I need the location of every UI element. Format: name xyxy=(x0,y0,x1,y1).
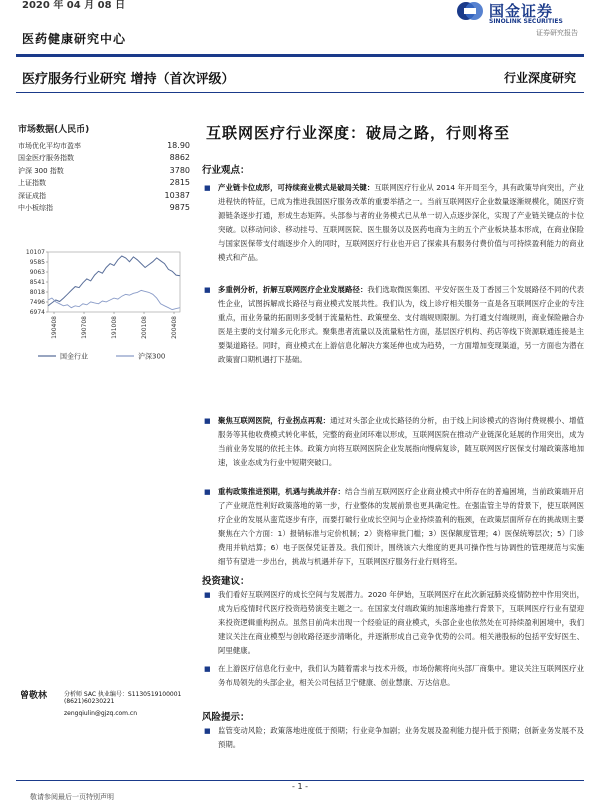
logo-subtitle: 证券研究报告 xyxy=(536,29,578,37)
invest-heading: 投资建议： xyxy=(202,576,250,587)
market-row xyxy=(18,190,190,202)
view-paragraph-1 xyxy=(218,181,584,265)
market-value: 9875 xyxy=(169,203,190,213)
market-label: 国金医疗服务指数 xyxy=(18,154,74,163)
market-row xyxy=(18,140,190,152)
risk-heading: 风险提示： xyxy=(202,712,250,723)
view-paragraph-3 xyxy=(218,414,584,470)
market-value: 8862 xyxy=(169,153,190,163)
invest-paragraph-2: 在上游医疗信息化行业中，我们认为随着需求与技术升级，市场份额将向头部厂商集中。建议关注互联网医疗业务布局领先的头部企业，相关公司包括卫宁健康、创业慧康、万达信息。 xyxy=(218,664,584,687)
x-tick-label: 191008 xyxy=(111,316,118,339)
market-row xyxy=(18,165,190,177)
disclaimer-note: 敬请参阅最后一页特别声明 xyxy=(30,793,114,800)
x-tick-label: 190708 xyxy=(81,316,88,339)
y-tick-label: 9585 xyxy=(29,259,45,266)
market-value: 18.90 xyxy=(167,141,190,150)
paragraph-lead: 聚焦互联网医院，行业拐点再观： xyxy=(218,416,331,425)
report-title: 互联网医疗行业深度：破局之路，行则将至 xyxy=(206,124,511,142)
report-date: 2020 年 04 月 08 日 xyxy=(22,0,126,11)
department-name: 医药健康研究中心 xyxy=(22,32,127,46)
bullet-icon: ■ xyxy=(204,184,211,192)
paragraph-lead: 产业链卡位成形，可持续商业模式是破局关键： xyxy=(218,183,375,192)
paragraph-body: 通过对头部企业成长路径的分析，由于线上问诊模式的咨询付费规模小、增值服务等其他收费模式转化率低，完整的商业闭环难以形成，互联网医院在推动产业链深化延展的作用突出，成为当前业务发展的依托主体。政策方向将互联网医院企业发展指向慢病复诊，随互联网医疗医保支付端政策落地加速，该业态成为行业中短期突破口。 xyxy=(218,416,584,467)
y-tick-label: 9063 xyxy=(29,269,45,276)
view-paragraph-2 xyxy=(218,283,584,367)
analyst-phone: (8621)60230221 xyxy=(64,698,115,705)
bullet-icon: ■ xyxy=(204,488,211,496)
legend-label: 国金行业 xyxy=(60,352,88,361)
page-number: - 1 - xyxy=(292,782,308,791)
bullet-icon: ■ xyxy=(204,727,211,735)
y-tick-label: 8541 xyxy=(29,279,45,286)
analyst-license: 分析师 SAC 执业编号：S1130519100001 xyxy=(64,691,182,698)
logo-english: SINOLINK SECURITIES xyxy=(489,18,563,25)
market-label: 深证成指 xyxy=(18,191,46,200)
view-paragraph-4 xyxy=(218,485,584,569)
industry-title: 医疗服务行业研究 增持（首次评级） xyxy=(22,72,235,87)
x-tick-label: 190408 xyxy=(51,316,58,339)
bullet-icon: ■ xyxy=(204,417,211,425)
bullet-icon: ■ xyxy=(204,591,211,599)
logo-mark-icon xyxy=(455,0,485,22)
invest-paragraph-1: 我们看好互联网医疗的成长空间与发展潜力。2020 年伊始，互联网医疗在此次新冠肺炎疫情防控中作用突出，成为后疫情时代医疗投资趋势演变主题之一。在国家支付端政策的加速落地推行背景下，互联网医疗行业有望迎来投资逻辑重构拐点。虽然目前尚未出现一个经验证的商业模式，头部企业也依然处在可持续盈利困境中，我们建议关注在商业模型与创收路径逐步清晰化，并逐渐形成自己竞争优势的公司。相关港股标的包括平安好医生、阿里健康。 xyxy=(218,590,584,655)
analyst-name: 曾敬林 xyxy=(20,691,48,701)
y-tick-label: 8018 xyxy=(29,289,45,296)
bullet-icon: ■ xyxy=(204,665,211,673)
views-heading: 行业观点： xyxy=(202,165,250,176)
market-label: 市场优化平均市盈率 xyxy=(18,142,81,150)
paragraph-lead: 多重例分析，折解互联网医疗企业发展路径： xyxy=(218,285,368,294)
report-type: 行业深度研究 xyxy=(503,71,576,85)
y-tick-label: 10107 xyxy=(25,249,45,256)
market-row xyxy=(18,202,190,214)
paragraph-body: 我们选取微医集团、平安好医生及丁香园三个发展路径不同的代表性企业，试图拆解成长路径与商业模式发展共性。我们认为，线上诊疗相关服务一直是各互联网医疗企业的专注重点，而业务量的拓面则多受制于流量粘性、政策壁垒、支付端规则限制。为打通支付端规则，商业保险融合办医是主要的支付端多元化形式。聚集患者流量以及流量粘性方面，基层医疗机构、药店等线下资源联通连接是主要渠道路径。同时，商业模式在上游信息化解决方案延伸也成为趋势，一方面增加变现渠道，另一方面也为潜在政策窗口期机遇打下基础。 xyxy=(218,285,584,364)
y-tick-label: 6974 xyxy=(29,309,45,316)
index-chart xyxy=(18,244,190,386)
footer-rule xyxy=(16,780,584,781)
y-tick-label: 7496 xyxy=(29,299,45,306)
paragraph-body: 互联网医疗行业从 2014 年开局至今，具有政策导向突出，产业进程快的特征，已成为推进我国医疗服务改革的重要举措之一。当前互联网医疗企业数量逐渐规模化，随医疗资源链条逐步打通，形成生态矩阵。头部参与者的业务模式已从单一切入点逐步深化，实现了产业链关键点的卡位突破。以移动问诊、移动挂号、互联网医院、医生服务以及医药电商为主的五个产业板块基本形成，在商业保险与国家医保带支付端逐步介入的同时，互联网医疗行业也开启了探索具有服务付费价值与可持续盈利能力的商业模式和产品。 xyxy=(218,183,584,262)
x-tick-label: 200108 xyxy=(141,316,148,339)
paragraph-lead: 重构政策推进预期，机遇与挑战并存： xyxy=(218,487,345,496)
index-chart-svg xyxy=(18,244,190,386)
title-rule xyxy=(16,92,584,93)
market-label: 上证指数 xyxy=(18,179,46,188)
logo-chinese: 国金证券 xyxy=(489,2,554,20)
header-rule xyxy=(16,54,584,57)
market-data-heading: 市场数据(人民币) xyxy=(18,125,90,135)
bullet-icon: ■ xyxy=(204,286,211,294)
paragraph-body: 结合当前互联网医疗企业商业模式中所存在的普遍困境，当前政策端开启了产业规范性利好政策落地的第一步，行业整体的发展前景也更具确定性。在强监管主导的背景下，使互联网医疗企业的发展从蛮荒逐步有序，而要打破行业成长空间与企业持续盈利的瓶颈，在政策层面所存在的挑战则主要聚焦在六个方面：1）报销标准与定价机制；2）资格审批门槛；3）医保额度管理；4）医保统筹层次；5）门诊费用并轨结算；6）电子医保凭证普及。我们预计，围绕该六大维度的更具可操作性与协调性的管理规范与实施细节有望进一步出台，挑战与机遇并存下，互联网医疗服务行业行则将至。 xyxy=(218,487,584,566)
x-tick-label: 200408 xyxy=(171,316,178,339)
analyst-email[interactable]: zengqiulin@gjzq.com.cn xyxy=(64,710,138,717)
market-value: 3780 xyxy=(169,165,190,175)
legend-label: 沪深300 xyxy=(138,352,166,361)
market-label: 沪深 300 指数 xyxy=(18,166,64,175)
risk-paragraph: 监管变动风险；政策落地进度低于预期；行业竞争加剧；业务发展及盈利能力提升低于预期；创新业务发展不及预期。 xyxy=(218,726,584,749)
market-row xyxy=(18,152,190,164)
market-row xyxy=(18,177,190,189)
market-value: 10387 xyxy=(164,190,190,200)
market-data-panel xyxy=(18,122,190,214)
market-label: 中小板综指 xyxy=(18,204,53,213)
market-value: 2815 xyxy=(169,178,190,188)
